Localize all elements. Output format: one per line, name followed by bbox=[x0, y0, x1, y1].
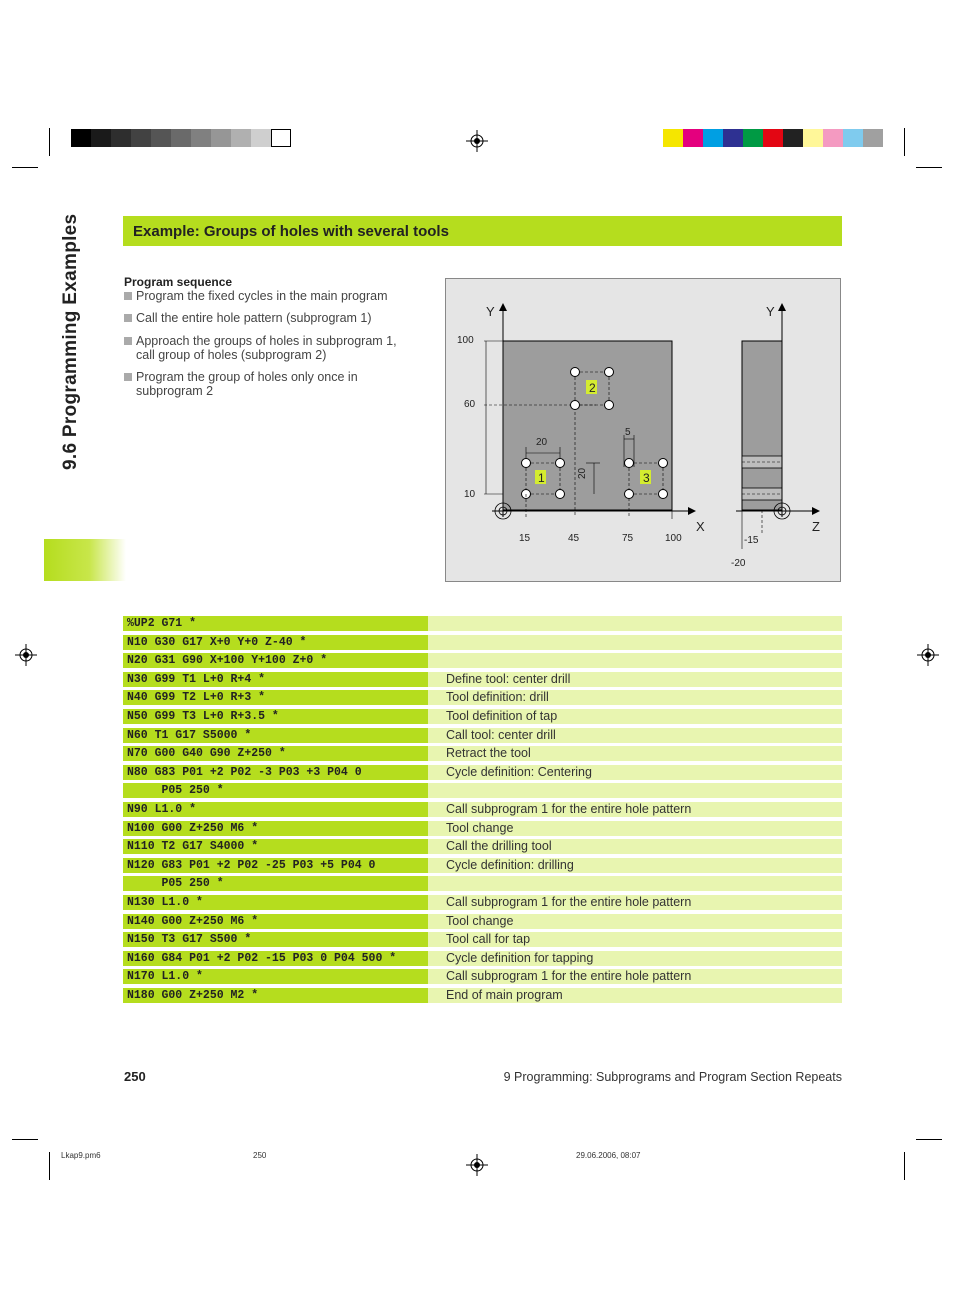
slug-date: 29.06.2006, 08:07 bbox=[576, 1151, 641, 1160]
code-line: N80 G83 P01 +2 P02 -3 P03 +3 P04 0 bbox=[123, 765, 428, 780]
code-description: Retract the tool bbox=[428, 746, 842, 761]
axis-z-label: Z bbox=[812, 519, 820, 534]
color-swatch bbox=[783, 129, 803, 147]
table-row bbox=[123, 709, 842, 724]
workpiece-side-view bbox=[742, 341, 782, 510]
bullet-square-icon bbox=[124, 292, 132, 300]
table-row bbox=[123, 858, 842, 873]
color-swatch bbox=[703, 129, 723, 147]
gray-swatch bbox=[211, 129, 231, 147]
x-tick-label: 45 bbox=[568, 533, 580, 544]
crop-mark bbox=[49, 1152, 50, 1180]
table-row bbox=[123, 765, 842, 780]
group-label: 3 bbox=[643, 471, 650, 485]
dimension-label: -20 bbox=[731, 558, 746, 569]
crop-mark bbox=[49, 128, 50, 156]
code-description: Tool definition of tap bbox=[428, 709, 842, 724]
crop-mark bbox=[12, 1139, 38, 1140]
color-swatch bbox=[663, 129, 683, 147]
x-tick-label: 75 bbox=[622, 533, 634, 544]
code-line: N140 G00 Z+250 M6 * bbox=[123, 914, 428, 929]
example-title: Example: Groups of holes with several tools bbox=[133, 223, 449, 240]
code-line: N110 T2 G17 S4000 * bbox=[123, 839, 428, 854]
table-row bbox=[123, 876, 842, 891]
table-row bbox=[123, 616, 842, 631]
x-tick-label: 15 bbox=[519, 533, 531, 544]
gray-swatch bbox=[131, 129, 151, 147]
code-description: Call tool: center drill bbox=[428, 728, 842, 743]
code-line: N30 G99 T1 L+0 R+4 * bbox=[123, 672, 428, 687]
table-row bbox=[123, 895, 842, 910]
slug-page: 250 bbox=[253, 1151, 267, 1160]
code-line: N120 G83 P01 +2 P02 -25 P03 +5 P04 0 bbox=[123, 858, 428, 873]
group-label: 1 bbox=[538, 471, 545, 485]
slug-file: Lkap9.pm6 bbox=[61, 1151, 101, 1160]
registration-mark-icon bbox=[15, 644, 37, 666]
crop-mark bbox=[916, 167, 942, 168]
table-row bbox=[123, 672, 842, 687]
dimension-label: 20 bbox=[577, 467, 588, 479]
code-description: Tool definition: drill bbox=[428, 690, 842, 705]
table-row bbox=[123, 914, 842, 929]
code-description bbox=[428, 876, 842, 891]
dimension-label: -15 bbox=[744, 535, 759, 546]
table-row bbox=[123, 839, 842, 854]
crop-mark bbox=[904, 128, 905, 156]
code-line: N160 G84 P01 +2 P02 -15 P03 0 P04 500 * bbox=[123, 951, 428, 966]
table-row bbox=[123, 746, 842, 761]
code-description: Call subprogram 1 for the entire hole pattern bbox=[428, 895, 842, 910]
code-description: Tool change bbox=[428, 821, 842, 836]
code-line: N70 G00 G40 G90 Z+250 * bbox=[123, 746, 428, 761]
code-line: P05 250 * bbox=[123, 783, 428, 798]
code-line: N10 G30 G17 X+0 Y+0 Z-40 * bbox=[123, 635, 428, 650]
registration-mark-icon bbox=[466, 130, 488, 152]
table-row bbox=[123, 635, 842, 650]
program-sequence-heading: Program sequence bbox=[124, 275, 233, 289]
code-line: N60 T1 G17 S5000 * bbox=[123, 728, 428, 743]
code-description: End of main program bbox=[428, 988, 842, 1003]
color-swatch bbox=[723, 129, 743, 147]
list-item: Program the fixed cycles in the main program bbox=[124, 289, 406, 303]
y-tick-label: 10 bbox=[464, 489, 476, 500]
code-line: N90 L1.0 * bbox=[123, 802, 428, 817]
sidebar-section-title: 9.6 Programming Examples bbox=[60, 213, 81, 470]
color-swatch bbox=[763, 129, 783, 147]
chapter-title: 9 Programming: Subprograms and Program Section Repeats bbox=[503, 1070, 842, 1084]
code-description bbox=[428, 635, 842, 650]
x-tick-label: 100 bbox=[665, 533, 682, 544]
dimension-label: 20 bbox=[536, 437, 548, 448]
code-line: N20 G31 G90 X+100 Y+100 Z+0 * bbox=[123, 653, 428, 668]
color-swatch bbox=[743, 129, 763, 147]
group-label: 2 bbox=[589, 381, 596, 395]
code-description: Call subprogram 1 for the entire hole pattern bbox=[428, 802, 842, 817]
code-description: Tool change bbox=[428, 914, 842, 929]
gray-swatch bbox=[251, 129, 271, 147]
code-description: Cycle definition for tapping bbox=[428, 951, 842, 966]
code-line: P05 250 * bbox=[123, 876, 428, 891]
list-item: Approach the groups of holes in subprogram 1, call group of holes (subprogram 2) bbox=[124, 334, 406, 362]
code-description: Define tool: center drill bbox=[428, 672, 842, 687]
registration-mark-icon bbox=[466, 1154, 488, 1176]
gray-swatch bbox=[111, 129, 131, 147]
table-row bbox=[123, 653, 842, 668]
code-description: Tool call for tap bbox=[428, 932, 842, 947]
code-line: N150 T3 G17 S500 * bbox=[123, 932, 428, 947]
code-description: Call subprogram 1 for the entire hole pattern bbox=[428, 969, 842, 984]
table-row bbox=[123, 932, 842, 947]
crop-mark bbox=[904, 1152, 905, 1180]
gray-swatch bbox=[91, 129, 111, 147]
example-header bbox=[123, 216, 842, 246]
list-item: Call the entire hole pattern (subprogram 1) bbox=[124, 311, 406, 325]
code-line: N100 G00 Z+250 M6 * bbox=[123, 821, 428, 836]
table-row bbox=[123, 802, 842, 817]
table-row bbox=[123, 690, 842, 705]
gray-swatch bbox=[231, 129, 251, 147]
code-line: N180 G00 Z+250 M2 * bbox=[123, 988, 428, 1003]
color-swatch bbox=[843, 129, 863, 147]
registration-mark-icon bbox=[917, 644, 939, 666]
bullet-square-icon bbox=[124, 337, 132, 345]
axis-y-side-label: Y bbox=[766, 304, 775, 319]
axis-x-label: X bbox=[696, 519, 705, 534]
page-number: 250 bbox=[124, 1069, 146, 1084]
code-description: Cycle definition: drilling bbox=[428, 858, 842, 873]
dimension-label: 5 bbox=[625, 427, 631, 438]
sidebar-tab bbox=[44, 539, 126, 581]
code-line: N130 L1.0 * bbox=[123, 895, 428, 910]
color-swatch bbox=[823, 129, 843, 147]
table-row bbox=[123, 728, 842, 743]
table-row bbox=[123, 821, 842, 836]
code-description: Cycle definition: Centering bbox=[428, 765, 842, 780]
code-line: %UP2 G71 * bbox=[123, 616, 428, 631]
table-row bbox=[123, 988, 842, 1003]
code-description bbox=[428, 653, 842, 668]
gray-swatch bbox=[71, 129, 91, 147]
hole-pattern-drawing bbox=[445, 278, 841, 582]
bullet-square-icon bbox=[124, 373, 132, 381]
color-swatch bbox=[863, 129, 883, 147]
code-description bbox=[428, 783, 842, 798]
gray-swatch bbox=[171, 129, 191, 147]
table-row bbox=[123, 783, 842, 798]
crop-mark bbox=[916, 1139, 942, 1140]
code-line: N50 G99 T3 L+0 R+3.5 * bbox=[123, 709, 428, 724]
y-tick-label: 60 bbox=[464, 399, 476, 410]
gray-swatch bbox=[271, 129, 291, 147]
table-row bbox=[123, 969, 842, 984]
code-description bbox=[428, 616, 842, 631]
code-line: N40 G99 T2 L+0 R+3 * bbox=[123, 690, 428, 705]
table-row bbox=[123, 951, 842, 966]
gray-swatch bbox=[151, 129, 171, 147]
bullet-square-icon bbox=[124, 314, 132, 322]
gray-swatch bbox=[191, 129, 211, 147]
axis-y-label: Y bbox=[486, 304, 495, 319]
code-description: Call the drilling tool bbox=[428, 839, 842, 854]
list-item: Program the group of holes only once in subprogram 2 bbox=[124, 370, 406, 398]
color-swatch bbox=[803, 129, 823, 147]
code-line: N170 L1.0 * bbox=[123, 969, 428, 984]
y-tick-label: 100 bbox=[457, 335, 474, 346]
color-swatch bbox=[683, 129, 703, 147]
crop-mark bbox=[12, 167, 38, 168]
